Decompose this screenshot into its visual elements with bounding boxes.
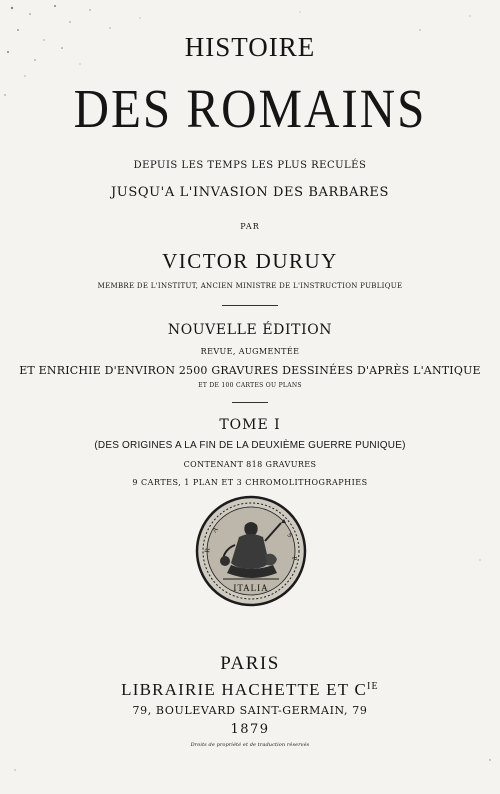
- title-line-2: DES ROMAINS: [73, 77, 427, 140]
- edition-enriched: ET ENRICHIE D'ENVIRON 2500 GRAVURES DESSINÉES D'APRÈS L'ANTIQUE: [19, 364, 481, 377]
- svg-text:P: P: [290, 555, 299, 562]
- edition-revised: REVUE, AUGMENTÉE: [200, 347, 300, 356]
- divider-rule: [232, 402, 268, 403]
- volume-contents: CONTENANT 818 GRAVURES: [183, 460, 317, 469]
- imprint-address: 79, BOULEVARD SAINT-GERMAIN, 79: [132, 704, 368, 717]
- imprint-city: PARIS: [220, 653, 280, 674]
- title-line-1: HISTOIRE: [184, 32, 316, 62]
- medallion-inscription: ITALIA: [233, 583, 269, 593]
- edition-maps: ET DE 100 CARTES OU PLANS: [198, 382, 302, 389]
- subtitle-line-2: JUSQU'A L'INVASION DES BARBARES: [110, 185, 389, 200]
- publisher-superscript: IE: [367, 681, 379, 692]
- svg-text:S: S: [285, 531, 295, 540]
- edition-heading: NOUVELLE ÉDITION: [167, 322, 333, 338]
- imprint-year: 1879: [230, 722, 270, 737]
- subtitle-line-1: DEPUIS LES TEMPS LES PLUS RECULÉS: [133, 160, 367, 171]
- publisher-name: LIBRAIRIE HACHETTE ET C: [121, 680, 368, 699]
- volume-scope: (DES ORIGINES A LA FIN DE LA DEUXIÈME GUERRE PUNIQUE): [94, 440, 406, 451]
- byline-par: PAR: [240, 222, 260, 231]
- svg-text:R: R: [203, 547, 212, 554]
- imprint-publisher: [0, 680, 500, 700]
- author-name: VICTOR DURUY: [162, 249, 338, 273]
- svg-text:A: A: [210, 525, 220, 535]
- volume-number: TOME I: [219, 417, 281, 433]
- volume-plates: 9 CARTES, 1 PLAN ET 3 CHROMOLITHOGRAPHIES: [132, 478, 368, 487]
- imprint-rights: Droits de propriété et de traduction réservés: [190, 742, 310, 748]
- divider-rule: [222, 305, 278, 306]
- author-credentials: MEMBRE DE L'INSTITUT, ANCIEN MINISTRE DE L'INSTRUCTION PUBLIQUE: [97, 282, 403, 290]
- roman-medallion-icon: [195, 495, 307, 607]
